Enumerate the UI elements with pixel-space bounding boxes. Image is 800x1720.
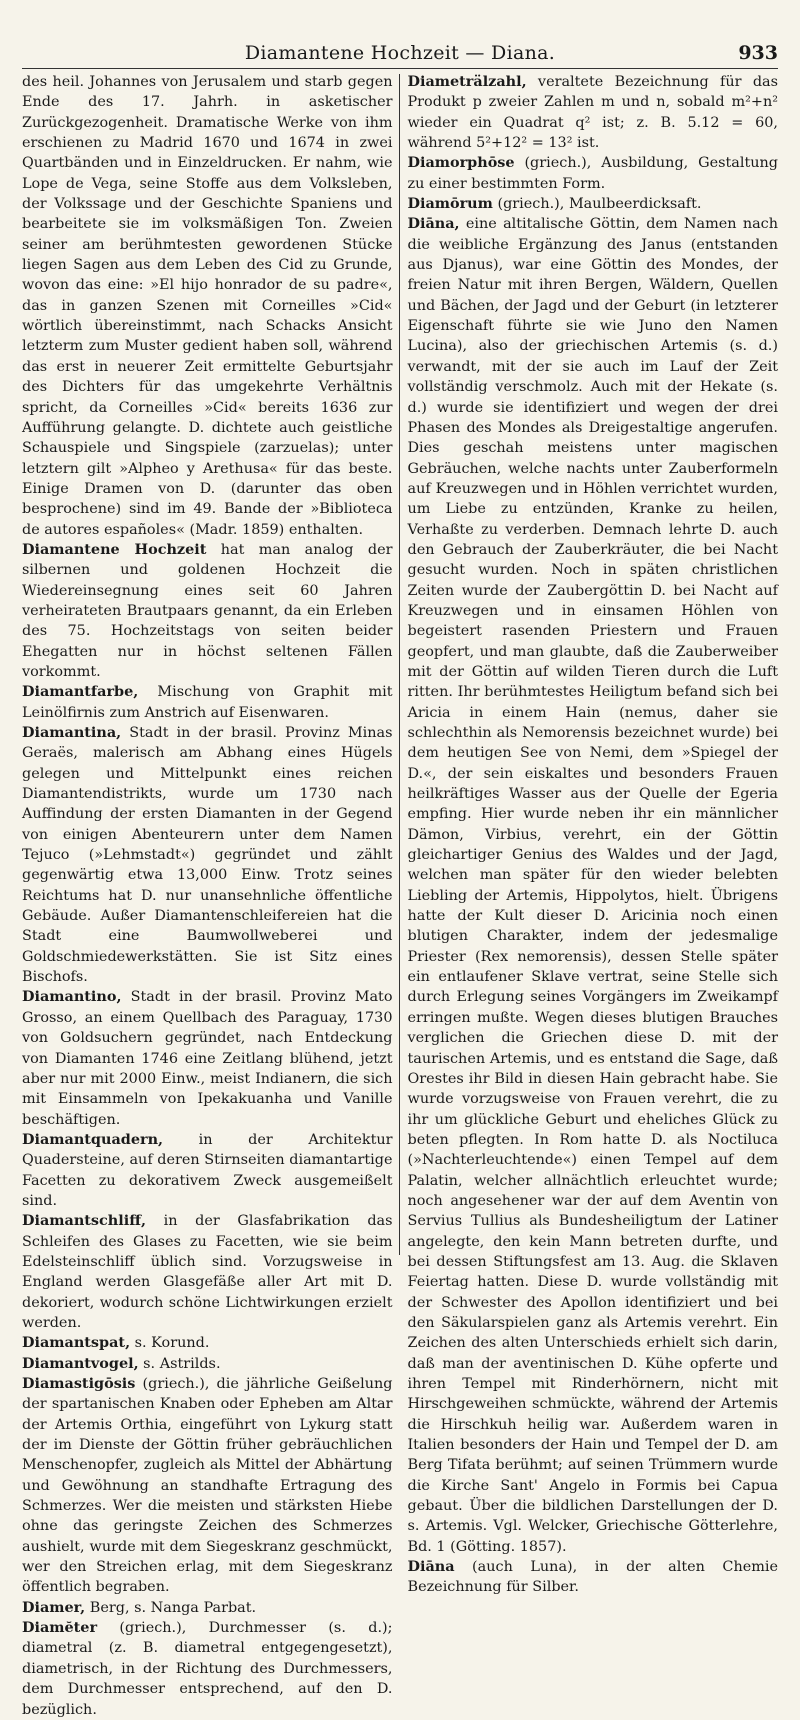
entry-text: in der Glasfabrikation das Schleifen des Glases zu Facetten, wie sie beim Edelsteinschliff üblich sind. Vorzugsweise in England werden Glasgefäße aller Art mit D. dekoriert, wodurch schöne Lichtwirkungen erzielt werden. xyxy=(22,1213,393,1331)
entry-paragraph xyxy=(22,682,393,723)
entry-headword: Diameträlzahl, xyxy=(407,73,527,90)
entry-text: in der Architektur Quadersteine, auf deren Stirnseiten diamantartige Facetten zu dekorativem Zweck ausgemeißelt sind. xyxy=(22,1131,393,1209)
entry-paragraph xyxy=(22,1598,393,1618)
entry-paragraph xyxy=(408,214,779,1557)
entry-headword: Diamōrum xyxy=(407,195,493,213)
entry-text: hat man analog der silbernen und goldenen Hochzeit die Wiedereinsegnung eines seit 60 Jahren verheirateten Brautpaars genannt, da ein Erleben des 75. Hochzeitstags von seiten beider Ehegatten nur in höchst seltenen Fällen vorkommt. xyxy=(22,541,393,680)
entry-paragraph xyxy=(22,72,393,540)
entry-text: Mischung von Graphit mit Leinölfirnis zum Anstrich auf Eisenwaren. xyxy=(22,684,393,721)
entry-text: eine altitalische Göttin, dem Namen nach die weibliche Ergänzung des Janus (entstanden aus Djanus), war eine Göttin des Mondes, der freien Natur mit ihren Bergen, Wäldern, Quellen und Bächen, der Jagd und der Geburt (in letzterer Eigenschaft führte sie wie Juno den Namen Lucina), also der griechischen Artemis (s. d.) verwandt, mit der sie auch im Lauf der Zeit vollständig verschmolz. Auch mit der Hekate (s. d.) wurde sie identifiziert und wegen der drei Phasen des Mondes als Dreigestaltige angerufen. Dies geschah meistens unter magischen Gebräuchen, welche nachts unter Zauberformeln auf Kreuzwegen und in Höhlen verrichtet wurden, um Liebe zu entzünden, Kranke zu heilen, Verhaßte zu verderben. Demnach lehrte D. auch den Gebrauch der Zauberkräuter, die bei Nacht gesucht wurden. Noch in späten christlichen Zeiten wurde der Zaubergöttin D. bei Nacht auf Kreuzwegen und in einsamen Höhlen von begeistert rasenden Priestern und Frauen geopfert, und man glaubte, daß die Zauberweiber mit der Göttin auf wilden Tieren durch die Luft ritten. Ihr berühmtestes Heiligtum befand sich bei Aricia in einem Hain (nemus, daher sie schlechthin als Nemorensis bezeichnet wurde) bei dem heutigen See von Nemi, dem »Spiegel der D.«, der sein eiskaltes und besonders Frauen heilkräftiges Wasser aus der Quelle der Egeria empfing. Hier wurde neben ihr ein männlicher Dämon, Virbius, verehrt, ein der Göttin gleichartiger Genius des Waldes und der Jagd, welchen man später für den wieder belebten Liebling der Artemis, Hippolytos, hielt. Übrigens hatte der Kult dieser D. Aricinia noch einen blutigen Charakter, indem der jedesmalige Priester (Rex nemorensis), dessen Stelle später ein entlaufener Sklave vertrat, seine Stelle sich durch Erlegung seines Vorgängers im Zweikampf erringen mußte. Wegen dieses blutigen Brauches verglichen die Griechen diese D. mit der taurischen Artemis, und es entstand die Sage, daß Orestes ihr Bild in diesen Hain gebracht habe. Sie wurde vorzugsweise von Frauen verehrt, die zu ihr um glückliche Geburt und eheliches Glück zu beten pflegten. In Rom hatte D. als Noctiluca (»Nachterleuchtende«) einen Tempel auf dem Palatin, welcher allnächtlich erleuchtet wurde; noch angesehener war der auf dem Aventin von Servius Tullius als Bundesheiligtum der Latiner angelegte, den kein Mann betreten durfte, und bei dessen Stiftungsfest am 13. Aug. die Sklaven Feiertag hatten. Diese D. wurde vollständig mit der Schwester des Apollon identifiziert und bei den Säkularspielen ganz als Artemis verehrt. Ein Zeichen des alten Unterschieds erhielt sich darin, daß man der aventinischen D. Kühe opferte und ihren Tempel mit Rinderhörnern, nicht mit Hirschgeweihen schmückte, während der Artemis die Hirschkuh heilig war. Außerdem waren in Italien besonders der Hain und Tempel der D. am Berg Tifata berühmt; auf seinen Trümmern wurde die Kirche Sant' Angelo in Formis bei Capua gebaut. Über die bildlichen Darstellungen der D. s. Artemis. Vgl. Welcker, Griechische Götterlehre, Bd. 1 (Götting. 1857). xyxy=(407,216,778,1555)
entry-headword: Diamantino, xyxy=(22,988,122,1006)
entry-text: (griech.), Maulbeerdicksaft. xyxy=(492,196,702,213)
entry-headword: Diamorphōse xyxy=(407,154,515,172)
entry-paragraph xyxy=(22,1618,393,1720)
entry-headword: Diamantspat, xyxy=(22,1334,131,1352)
entry-text: (griech.), Durchmesser (s. d.); diametral (z. B. diametral entgegengesetzt), diametrisch, in der Richtung des Durchmessers, dem Durchmesser entsprechend, auf den D. bezüglich. xyxy=(22,1620,393,1718)
entry-text: Berg, s. Nanga Parbat. xyxy=(85,1599,257,1616)
entry-headword: Diamantquadern, xyxy=(22,1130,164,1148)
entry-paragraph xyxy=(22,1374,393,1598)
entry-headword: Diamantfarbe, xyxy=(22,683,139,701)
left-column xyxy=(22,72,399,1718)
entry-text: (griech.), Ausbildung, Gestaltung zu einer bestimmten Form. xyxy=(407,155,778,192)
entry-paragraph xyxy=(22,1333,393,1353)
entry-headword: Diamastigōsis xyxy=(22,1375,136,1392)
entry-text: Stadt in der brasil. Provinz Mato Grosso, an einem Quellbach des Paraguay, 1730 von Goldsuchern gegründet, nach Entdeckung von Diamanten 1746 eine Zeitlang blühend, jetzt aber nur mit 2000 Einw., meist Indianern, die sich mit Einsammeln von Ipekakuanha und Vanille beschäftigen. xyxy=(22,989,393,1128)
entry-paragraph xyxy=(22,723,393,987)
entry-paragraph xyxy=(408,194,779,214)
entry-text: (griech.), die jährliche Geißelung der spartanischen Knaben oder Epheben am Altar der Artemis Orthia, eingeführt von Lykurg statt der im Dienste der Göttin früher gebräuchlichen Menschenopfer, zugleich als Mittel der Abhärtung und Gewöhnung an standhafte Ertragung des Schmerzes. Wer die meisten und stärksten Hiebe ohne das geringste Zeichen des Schmerzes aushielt, wurde mit dem Siegeskranz geschmückt, wer den Streichen erlag, mit dem Siegeskranz öffentlich begraben. xyxy=(22,1376,393,1596)
entry-headword: Diāna xyxy=(407,1558,455,1576)
entry-paragraph xyxy=(408,72,779,153)
entry-paragraph xyxy=(22,1130,393,1211)
entry-headword: Diāna, xyxy=(407,215,460,233)
entry-paragraph xyxy=(408,153,779,194)
entry-text: Stadt in der brasil. Provinz Minas Geraës, malerisch am Abhang eines Hügels gelegen und Mittelpunkt eines reichen Diamantendistrikts, wurde um 1730 nach Auffindung der ersten Diamanten in der Gegend von einigen Abenteurern unter dem Namen Tejuco (»Lehmstadt«) gegründet und zählt gegenwärtig etwa 13,000 Einw. Trotz seines Reichtums hat D. nur unansehnliche öffentliche Gebäude. Außer Diamantenschleifereien hat die Stadt eine Baumwollweberei und Goldschmiedewerkstätten. Sie ist Sitz eines Bischofs. xyxy=(22,725,393,986)
text-columns xyxy=(22,72,778,1718)
entry-text: s. Astrilds. xyxy=(138,1355,221,1372)
entry-paragraph xyxy=(408,1557,779,1598)
right-column xyxy=(400,72,779,1596)
entry-paragraph xyxy=(22,540,393,682)
entry-headword: Diamĕter xyxy=(22,1619,98,1637)
entry-paragraph xyxy=(22,987,393,1129)
entry-headword: Diamantvogel, xyxy=(22,1354,139,1372)
entry-headword: Diamer, xyxy=(22,1598,86,1616)
entry-headword: Diamantene Hochzeit xyxy=(22,540,207,558)
page-header xyxy=(22,38,778,69)
entry-paragraph xyxy=(22,1354,393,1374)
entry-text: s. Korund. xyxy=(130,1335,210,1352)
entry-text: veraltete Bezeichnung für das Produkt p zweier Zahlen m und n, sobald m²+n² wieder ein Quadrat q² ist; z. B. 5.12 = 60, während 5²+12² = 13² ist. xyxy=(407,74,778,152)
entry-text: des heil. Johannes von Jerusalem und starb gegen Ende des 17. Jahrh. in asketischer Zurückgezogenheit. Dramatische Werke von ihm erschienen zu Madrid 1670 und 1674 in zwei Quartbänden und in Einzeldrucken. Er nahm, wie Lope de Vega, seine Stoffe aus dem Volksleben, der Volkssage und der Geschichte Spaniens und bearbeitete sie im volksmäßigen Ton. Zweien seiner am berühmtesten gewordenen Stücke liegen Sagen aus dem Leben des Cid zu Grunde, wovon das eine: »El hijo honrador de su padre«, das in ganzen Szenen mit Corneilles »Cid« wörtlich übereinstimmt, nach Schacks Ansicht letzterm zum Muster gedient haben soll, während das erst in neuerer Zeit ermittelte Geburtsjahr des Dichters für das umgekehrte Verhältnis spricht, da Corneilles »Cid« bereits 1636 zur Aufführung gelangte. D. dichtete auch geistliche Schauspiele und Singspiele (zarzuelas); unter letztern gilt »Alpheo y Arethusa« für das beste. Einige Dramen von D. (darunter das oben besprochene) sind im 49. Bande der »Biblioteca de autores españoles« (Madr. 1859) enthalten. xyxy=(22,74,393,538)
running-title: Diamantene Hochzeit — Diana. xyxy=(244,42,556,64)
entry-text: (auch Luna), in der alten Chemie Bezeichnung für Silber. xyxy=(407,1559,778,1596)
entry-headword: Diamantschliff, xyxy=(22,1212,147,1230)
page-number: 933 xyxy=(738,42,778,64)
entry-paragraph xyxy=(22,1211,393,1333)
entry-headword: Diamantina, xyxy=(22,724,122,741)
